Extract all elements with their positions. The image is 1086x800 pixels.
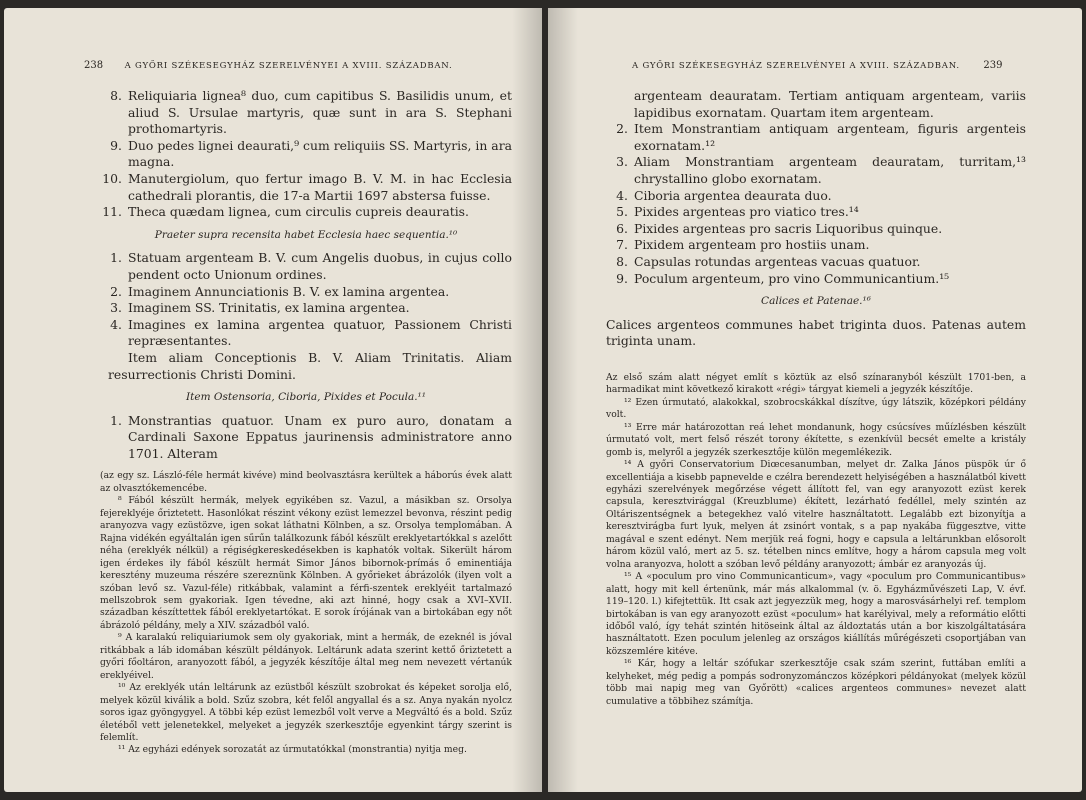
section-heading: Item Ostensoria, Ciboria, Pixides et Pocula.¹¹ [186, 391, 426, 404]
left-running-head [84, 60, 456, 71]
item-number: 8. [616, 253, 628, 269]
item-number: 4. [110, 316, 122, 332]
list-item [606, 154, 1026, 187]
item-list [100, 250, 512, 350]
left-page [4, 8, 542, 792]
paragraph: Calices argenteos communes habet triginta duos. Patenas autem triginta unam. [606, 316, 1026, 349]
running-title: A GYŐRI SZÉKESEGYHÁZ SZERELVÉNYEI A XVIII. SZÁZADBAN. [124, 61, 453, 71]
footnote: ¹⁴ A győri Conservatorium Diœcesanumban, melyet dr. Zalka János püspök úr ő excellentiája a kisebb papnevelde e czélra berendezett helyiségében a használatból kivett egyházi szerelvények megőrzése végett állított fel, van egy aranyozott ezüst kerek capsula, keresztvirággal (Kreuzblume) ékített, lezárható fedéllel, mely szintén az Oltáriszentségnek a betegekhez való vitelre használtatott. Legalább ezt bizonyítja a keresztvirágba furt lyuk, melyen át zsinórt vontak, s a pap nyakába függesztve, vitte magával e szent edényt. Nem merjük reá fogni, hogy e capsula a leltárunkban elősorolt három közül való, mert az 5. sz. tételben nincs említve, hogy a három capsula meg volt volna aranyozva, holott a szóban levő példány aranyozott; ámbár ez aranyozás új. [606, 459, 1026, 570]
item-number: 3. [616, 154, 628, 170]
footnote: ¹³ Erre már határozottan reá lehet mondanunk, hogy csúcsíves műízlésben készült úrmutató volt, mert felső részét torony ékítette, s ezenkívül becsét emelte a kristály gomb is, melyről a jegyzék szerkesztője külön megemlékezik. [606, 421, 1026, 458]
footnote: ⁸ Fából készült hermák, melyek egyikében sz. Vazul, a másikban sz. Orsolya fejereklyéje őriztetett. Hasonlókat részint vékony ezüst lemezzel bevonva, részint pedig aranyozva vagy ezüstözve, igen sokat láthatni Kölnben, a sz. Orsolya templomában. A Rajna vidékén egyáltalán igen sűrűn találkozunk fából készült ereklyetartókkal s azelőtt néha (ereklyék nélkül) a régiségkereskedésekben is kaphatók voltak. Sikerült három igen érdekes ily fából készült hermát Simor János bibornok-prímás ő eminentiája keresztény muzeuma részére szereznünk Kölnben. A győrieket ábrázolók (ilyen volt a szóban levő sz. Vazul-féle) ritkábbak, valamint a férfi-szentek ereklyéit tartalmazó mellszobrok sem gyakoriak. Igen tévedne, aki azt hinné, hogy csak a XVI–XVII. században készíttettek fából ereklyetartókat. E sorok írójának van a birtokában egy nőt ábrázoló példány, mely a XIV. századból való. [100, 495, 512, 631]
list-item [100, 171, 512, 204]
section-heading: Praeter supra recensita habet Ecclesia haec sequentia.¹⁰ [154, 228, 458, 241]
page-number: 238 [84, 60, 104, 71]
footnotes [606, 372, 1026, 708]
item-number: 9. [110, 137, 122, 153]
gutter-shadow [548, 8, 578, 792]
item-number: 1. [110, 412, 122, 428]
item-number: 5. [616, 204, 628, 220]
item-text: Poculum argenteum, pro vino Communicantium.¹⁵ [634, 270, 950, 286]
item-number: 6. [616, 220, 628, 236]
list-item [100, 300, 512, 317]
list-item [606, 271, 1026, 288]
item-text: Monstrantias quatuor. Unam ex puro auro, donatam a Cardinali Saxone Eppatus jaurinensis administratore anno 1701. Alteram [128, 412, 512, 461]
item-number: 11. [102, 204, 122, 220]
gutter-shadow [512, 8, 542, 792]
right-body [606, 88, 1026, 708]
continuation-paragraph: Item aliam Conceptionis B. V. Aliam Trinitatis. Aliam resurrectionis Christi Domini. [108, 349, 512, 382]
list-item [100, 138, 512, 171]
left-body [100, 88, 512, 757]
continuation-paragraph: argenteam deauratam. Tertiam antiquam argenteam, variis lapidibus exornatam. Quartam item argenteam. [634, 88, 1026, 120]
item-text: Pixides argenteas pro viatico tres.¹⁴ [634, 204, 859, 220]
footnote: ¹² Ezen úrmutató, alakokkal, szobrocskákkal díszítve, úgy látszik, középkori példány volt. [606, 396, 1026, 421]
footnotes [100, 470, 512, 756]
item-text: Pixides argenteas pro sacris Liquoribus quinque. [634, 220, 943, 236]
item-text: Ciboria argentea deaurata duo. [634, 187, 832, 203]
running-title: A GYŐRI SZÉKESEGYHÁZ SZERELVÉNYEI A XVIII. SZÁZADBAN. [632, 61, 960, 71]
page-number: 239 [983, 60, 1003, 71]
list-item [100, 250, 512, 283]
item-list [606, 121, 1026, 287]
item-text: Statuam argenteam B. V. cum Angelis duobus, in cujus collo pendent octo Unionum ordines. [128, 250, 512, 282]
item-number: 7. [616, 237, 628, 253]
list-item [606, 188, 1026, 205]
item-text: Capsulas rotundas argenteas vacuas quatuor. [634, 253, 921, 269]
item-number: 2. [110, 283, 122, 299]
footnote: Az első szám alatt négyet említ s köztük az első színaranyból készült 1701-ben, a harmadikat mint következő kirakott «régi» tárgyat kiemeli a jegyzék készítője. [606, 371, 1026, 396]
list-item [100, 413, 512, 463]
item-text: Imaginem SS. Trinitatis, ex lamina argentea. [128, 300, 410, 316]
footnote: ¹⁶ Kár, hogy a leltár szófukar szerkesztője csak szám szerint, futtában említi a kelyheket, még pedig a pompás sodronyzománczos középkori példányokat (melyek közül több mai napig meg van Győrött) «calices argenteos communes» nevezet alatt cumulative a többihez számítja. [606, 658, 1026, 707]
footnote: ¹¹ Az egyházi edények sorozatát az úrmutatókkal (monstrantia) nyitja meg. [118, 744, 467, 756]
item-list [100, 413, 512, 463]
item-number: 10. [102, 170, 122, 186]
item-number: 8. [110, 88, 122, 103]
item-number: 2. [616, 121, 628, 137]
item-number: 1. [110, 250, 122, 266]
list-item [100, 317, 512, 350]
item-text: Imagines ex lamina argentea quatuor, Passionem Christi repræsentantes. [128, 316, 512, 349]
footnote: ¹⁵ A «poculum pro vino Communicanticum», vagy «poculum pro Communicantibus» alatt, hogy mit kell értenünk, már más alkalommal (v. ö. Egyházművészeti Lap, V. évf. 119–120. l.) kifejtettük. Itt csak azt jegyezzük meg, hogy a marosvásárhelyi ref. templom birtokában is van egy aranyozott ezüst «poculum» hat karélyival, mely a reformátio előtti időből való, így tehát szintén hitöseink által az áldoztatás után a bor kiszolgáltatására használtatott. Ezen poculum jelenleg az országos kiállítás műrégészeti csoportjában van közszemlére kitéve. [606, 571, 1026, 657]
item-number: 4. [616, 187, 628, 203]
item-text: Pixidem argenteam pro hostiis unam. [634, 237, 870, 253]
item-number: 9. [616, 270, 628, 286]
list-item [100, 204, 512, 221]
item-text: Theca quædam lignea, cum circulis cupreis deauratis. [128, 204, 469, 220]
item-text: Reliquiaria lignea⁸ duo, cum capitibus S. Basilidis unum, et aliud S. Ursulae martyris, quæ sunt in ara S. Stephani prothomartyris. [128, 88, 512, 137]
item-list [100, 88, 512, 221]
item-text: Aliam Monstrantiam argenteam deauratam, turritam,¹³ chrystallino globo exornatam. [634, 154, 1026, 186]
list-item [606, 121, 1026, 154]
item-text: Manutergiolum, quo fertur imago B. V. M. in hac Ecclesia cathedrali plorantis, die 17-a Martii 1697 abstersa fuisse. [128, 170, 512, 203]
list-item [100, 284, 512, 301]
list-item [606, 254, 1026, 271]
list-item [606, 204, 1026, 221]
section-heading: Calices et Patenae.¹⁶ [761, 295, 871, 308]
item-number: 3. [110, 300, 122, 316]
list-item [606, 221, 1026, 238]
list-item [100, 88, 512, 138]
footnote: (az egy sz. László-féle hermát kivéve) mind beolvasztásra kerültek a háborús évek alatt az olvasztókemencébe. [100, 470, 512, 494]
list-item [606, 237, 1026, 254]
item-text: Imaginem Annunciationis B. V. ex lamina argentea. [128, 283, 450, 299]
item-text: Item Monstrantiam antiquam argenteam, figuris argenteis exornatam.¹² [634, 121, 1026, 153]
footnote: ⁹ A karalakú reliquiariumok sem oly gyakoriak, mint a hermák, de ezeknél is jóval ritkábbak a láb idomában készült példányok. Leltárunk adata szerint kettő őriztetett a győri főoltáron, aranyozott fából, a jegyzék készítője által meg nem nevezett vértanúk ereklyéivel. [100, 632, 512, 681]
item-text: Duo pedes lignei deaurati,⁹ cum reliquiis SS. Martyris, in ara magna. [128, 137, 512, 170]
footnote: ¹⁰ Az ereklyék után leltárunk az ezüstből készült szobrokat és képeket sorolja elő, melyek közül kiválik a bold. Szűz szobra, két felől angyallal és a sz. Anya nyakán nyolcz soros igaz gyöngygyel. A többi kép ezüst lemezből volt verve a Megváltó és a bold. Szűz életéből vett jelenetekkel, melyeket a jegyzék szerkesztője egyenkint tárgy szerint is felemlít. [100, 682, 512, 743]
right-running-head [632, 60, 1026, 71]
right-page [548, 8, 1082, 792]
